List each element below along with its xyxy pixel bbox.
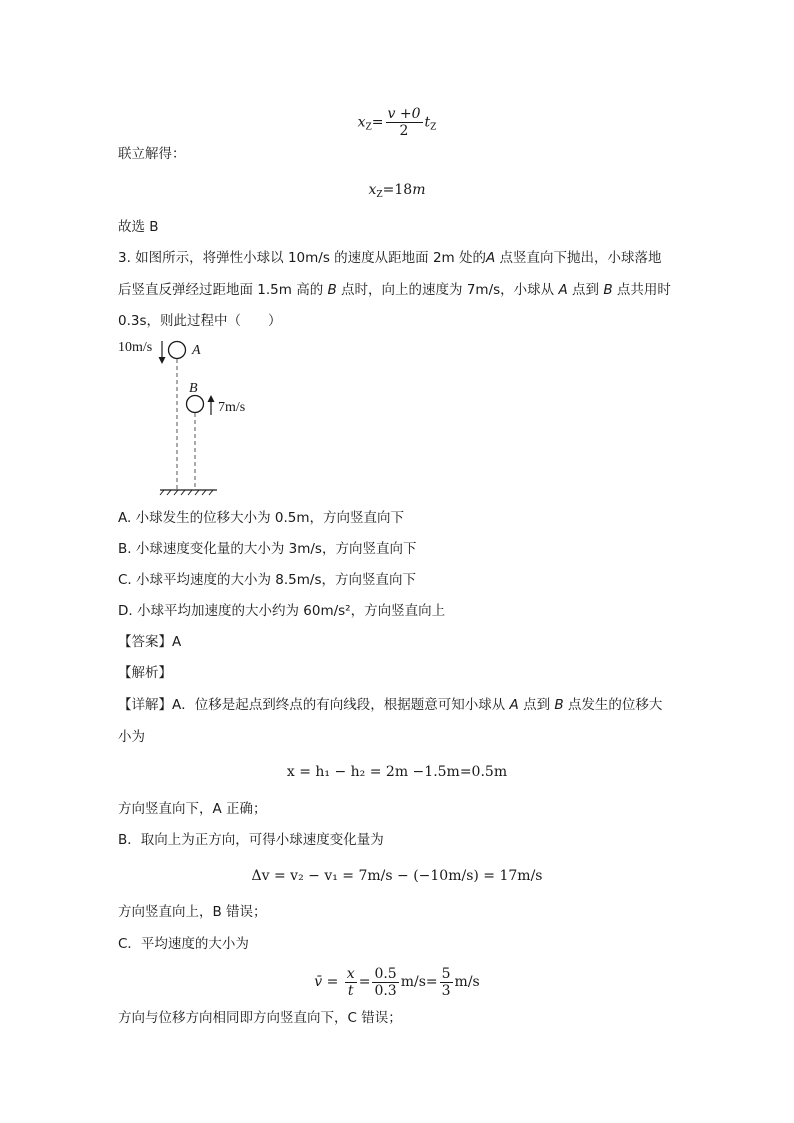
fraction-05-03: $\frac{0.5}{0.3}$ xyxy=(374,965,397,999)
choice-b-text: 故选 B xyxy=(118,219,159,235)
ground-hatching xyxy=(160,490,213,495)
option-b: B. 小球速度变化量的大小为 3m/s，方向竖直向下 xyxy=(118,541,417,557)
fraction: $\frac{v +0}{2}$ xyxy=(387,106,421,139)
analysis-heading: 【解析】 xyxy=(118,665,172,681)
b-explanation: B．取向上为正方向，可得小球速度变化量为 xyxy=(118,832,384,848)
ball-bounce-figure xyxy=(112,334,246,499)
label-7ms: 7m/s xyxy=(218,400,246,415)
formula-average-velocity: v̄ = $\frac{x}{t}$ = $\frac{0.5}{0.3}$ m/s= $\frac{5}{3}$ m/s xyxy=(314,965,480,999)
detail-line-2: 小为 xyxy=(118,729,145,745)
label-a: A xyxy=(192,343,201,358)
question-line-3: 0.3s，则此过程中（ ） xyxy=(118,313,282,329)
option-a: A. 小球发生的位移大小为 0.5m，方向竖直向下 xyxy=(118,510,404,526)
ball-b xyxy=(187,396,204,413)
label-b: B xyxy=(189,381,198,396)
a-conclusion: 方向竖直向下，A 正确； xyxy=(118,801,267,817)
down-arrow-head xyxy=(159,357,166,364)
b-conclusion: 方向竖直向上，B 错误； xyxy=(118,904,267,920)
question-line-2: 后竖直反弹经过距地面 1.5m 高的 B 点时，向上的速度为 7m/s，小球从 A 点到 B 点共用时 xyxy=(118,282,671,298)
c-conclusion: 方向与位移方向相同即方向竖直向下，C 错误； xyxy=(118,1010,402,1026)
up-arrow-head xyxy=(208,395,215,402)
label-10ms: 10m/s xyxy=(118,340,153,355)
formula-xz-result: $x_Z=18m$ xyxy=(368,182,426,200)
option-d: D. 小球平均加速度的大小约为 60m/s²，方向竖直向上 xyxy=(118,603,446,619)
joint-solve-text: 联立解得： xyxy=(118,146,186,162)
question-line-1: 3. 如图所示，将弹性小球以 10m/s 的速度从距地面 2m 处的A 点竖直向下抛出，小球落地 xyxy=(118,250,662,266)
detail-line-1: 【详解】A．位移是起点到终点的有向线段，根据题意可知小球从 A 点到 B 点发生的位移大 xyxy=(118,697,663,713)
formula-displacement: x = h₁ − h₂ = 2m −1.5m=0.5m xyxy=(286,764,508,780)
formula-xz-average: $x_Z=$ $\frac{v +0}{2}$ $t_Z$ xyxy=(357,106,437,139)
fraction-5-3: $\frac{5}{3}$ xyxy=(441,965,451,999)
ball-a xyxy=(169,342,186,359)
answer-label: 【答案】A xyxy=(118,634,182,650)
c-explanation: C．平均速度的大小为 xyxy=(118,936,249,952)
option-c: C. 小球平均速度的大小为 8.5m/s，方向竖直向下 xyxy=(118,572,417,588)
fraction-x-t: $\frac{x}{t}$ xyxy=(346,965,355,999)
formula-velocity-change: Δv = v₂ − v₁ = 7m/s − (−10m/s) = 17m/s xyxy=(251,868,543,884)
